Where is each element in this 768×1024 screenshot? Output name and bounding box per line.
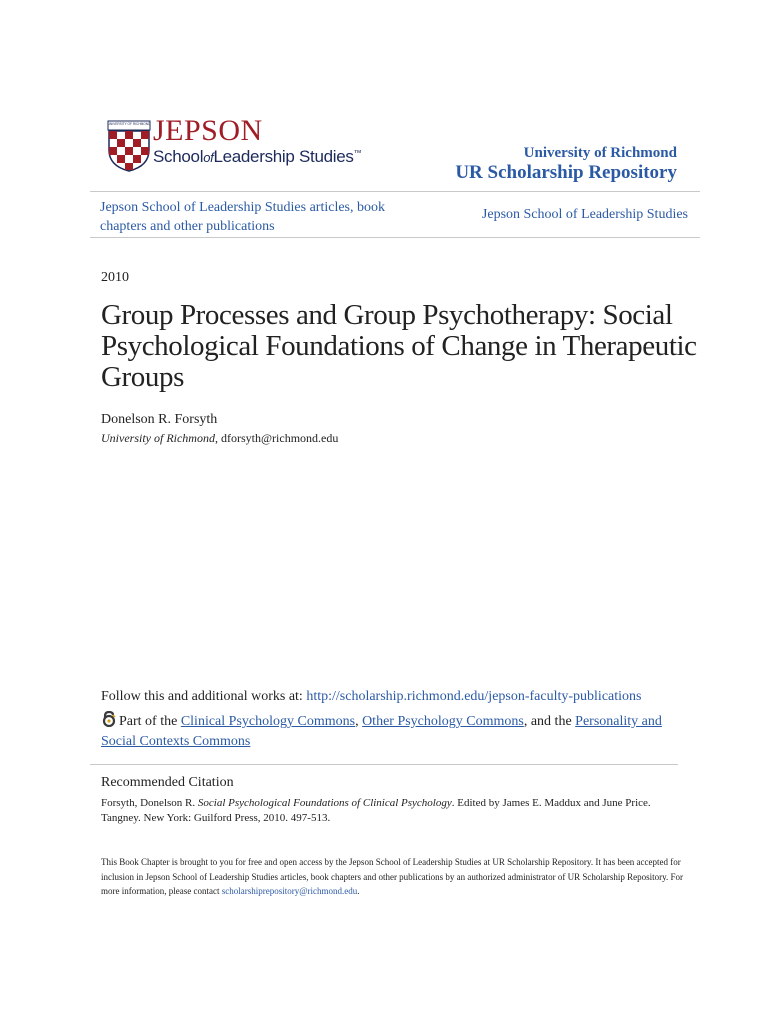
logo-leadership-words: Leadership Studies xyxy=(213,147,354,166)
logo-trademark: ™ xyxy=(353,148,362,158)
logo-school-word: School xyxy=(153,147,204,166)
publication-year: 2010 xyxy=(101,270,129,285)
author-institution: University of Richmond xyxy=(101,431,215,445)
header-divider-bottom xyxy=(90,237,700,238)
author-name: Donelson R. Forsyth xyxy=(101,412,218,427)
follow-text: Follow this and additional works at: xyxy=(101,689,307,704)
citation-authors: Forsyth, Donelson R. xyxy=(101,797,198,809)
collection-url-link[interactable]: http://scholarship.richmond.edu/jepson-faculty-publications xyxy=(306,689,642,704)
repository-name: UR Scholarship Repository xyxy=(455,162,677,183)
open-access-icon xyxy=(101,711,117,727)
header-divider-top xyxy=(90,191,700,192)
university-name: University of Richmond xyxy=(523,145,677,161)
author-email: , dforsyth@richmond.edu xyxy=(214,431,339,445)
part-of-separator-1: , xyxy=(355,714,363,729)
document-title: Group Processes and Group Psychotherapy: Social Psychological Foundations of Change in Therapeutic Groups xyxy=(101,299,697,393)
citation-book-title: Social Psychological Foundations of Clinical Psychology xyxy=(197,797,452,809)
part-of-prefix: Part of the xyxy=(119,714,181,729)
contact-email-link[interactable]: scholarshiprepository@richmond.edu xyxy=(221,886,358,896)
author-affiliation xyxy=(101,431,338,446)
recommended-citation xyxy=(101,796,686,826)
clinical-psychology-commons-link[interactable]: Clinical Psychology Commons xyxy=(180,714,356,729)
access-statement xyxy=(101,855,686,899)
university-seal-icon xyxy=(107,120,151,172)
logo-school-text xyxy=(153,147,361,167)
citation-divider xyxy=(90,764,678,765)
access-statement-text: This Book Chapter is brought to you for free and open access by the Jepson School of Leadership Studies at UR Scholarship Repository. It has been accepted for inclusion in Jepson School of Leadership Studies articles, book chapters and other publications by an authorized administrator of UR Scholarship Repository. For more information, please contact xyxy=(101,857,684,896)
logo-of-word: of xyxy=(203,150,214,165)
logo-jepson-text: JEPSON xyxy=(153,114,263,147)
follow-line xyxy=(101,689,641,705)
citation-details: . Edited by James E. Maddux and June Price. Tangney. New York: Guilford Press, 2010. 497-513. xyxy=(101,797,651,824)
personality-social-contexts-commons-link[interactable]: Personality and Social Contexts Commons xyxy=(101,714,662,749)
access-statement-end: . xyxy=(357,886,360,896)
department-link[interactable]: Jepson School of Leadership Studies xyxy=(481,207,688,222)
recommended-citation-label: Recommended Citation xyxy=(101,775,234,790)
other-psychology-commons-link[interactable]: Other Psychology Commons xyxy=(362,714,524,729)
part-of-commons xyxy=(101,711,681,752)
seal-caption: UNIVERSITY OF RICHMOND xyxy=(107,122,151,126)
jepson-logo xyxy=(107,114,372,172)
part-of-separator-2: , and the xyxy=(523,714,576,729)
collection-link[interactable]: Jepson School of Leadership Studies articles, book chapters and other publications xyxy=(100,200,386,234)
